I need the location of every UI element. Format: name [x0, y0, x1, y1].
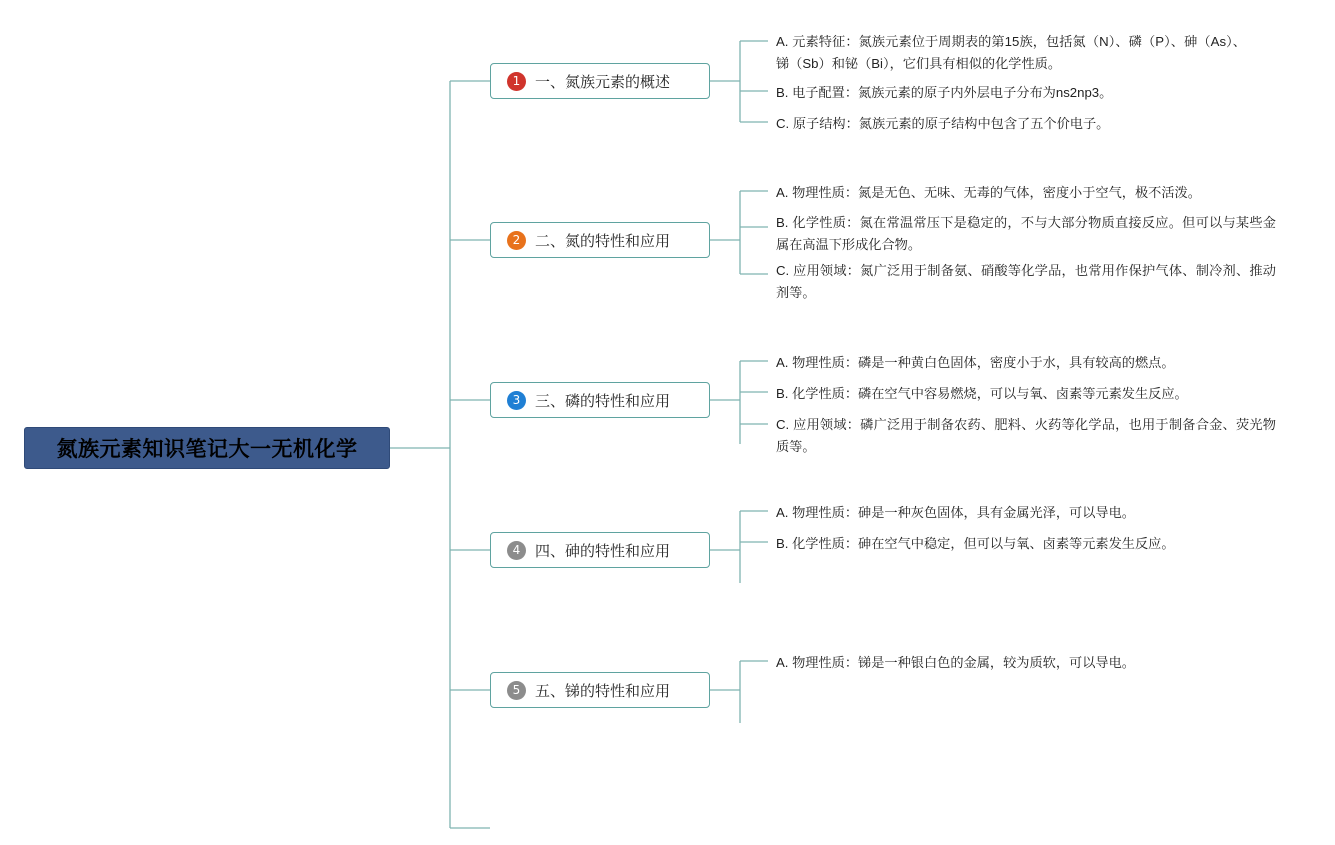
- leaf-4-b[interactable]: B. 化学性质：砷在空气中稳定，但可以与氧、卤素等元素发生反应。: [776, 536, 1175, 551]
- leaf-3-c[interactable]: C. 应用领域：磷广泛用于制备农药、肥料、火药等化学品，也用于制备合金、荧光物质等。: [776, 417, 1276, 454]
- branch-badge-5: 5: [507, 681, 526, 700]
- branch-badge-1: 1: [507, 72, 526, 91]
- branch-label-2: 二、氮的特性和应用: [535, 232, 671, 250]
- leaf-1-c[interactable]: C. 原子结构：氮族元素的原子结构中包含了五个价电子。: [776, 116, 1110, 131]
- branch-label-5: 五、锑的特性和应用: [535, 682, 671, 700]
- branch-node-1[interactable]: [490, 63, 710, 99]
- leaf-1-b[interactable]: B. 电子配置：氮族元素的原子内外层电子分布为ns2np3。: [776, 85, 1113, 100]
- leaf-3-b[interactable]: B. 化学性质：磷在空气中容易燃烧，可以与氧、卤素等元素发生反应。: [776, 386, 1188, 401]
- branch-badge-3: 3: [507, 391, 526, 410]
- branch-label-1: 一、氮族元素的概述: [535, 73, 671, 91]
- branch-node-4[interactable]: [490, 532, 710, 568]
- leaf-2-b[interactable]: B. 化学性质：氮在常温常压下是稳定的，不与大部分物质直接反应。但可以与某些金属在高温下形成化合物。: [776, 215, 1276, 252]
- branch-badge-4: 4: [507, 541, 526, 560]
- branch-label-3: 三、磷的特性和应用: [535, 392, 671, 410]
- branch-badge-2: 2: [507, 231, 526, 250]
- leaf-2-a[interactable]: A. 物理性质：氮是无色、无味、无毒的气体，密度小于空气，极不活泼。: [776, 185, 1201, 200]
- branch-node-2[interactable]: [490, 222, 710, 258]
- leaf-3-a[interactable]: A. 物理性质：磷是一种黄白色固体，密度小于水，具有较高的燃点。: [776, 355, 1175, 370]
- leaf-2-c[interactable]: C. 应用领域：氮广泛用于制备氨、硝酸等化学品，也常用作保护气体、制冷剂、推动剂等。: [776, 263, 1276, 300]
- branch-node-5[interactable]: [490, 672, 710, 708]
- leaf-5-a[interactable]: A. 物理性质：锑是一种银白色的金属，较为质软，可以导电。: [776, 655, 1135, 670]
- root-node[interactable]: [24, 427, 390, 469]
- root-label: 氮族元素知识笔记大一无机化学: [56, 438, 358, 461]
- leaf-4-a[interactable]: A. 物理性质：砷是一种灰色固体，具有金属光泽，可以导电。: [776, 505, 1135, 520]
- branch-node-3[interactable]: [490, 382, 710, 418]
- branch-label-4: 四、砷的特性和应用: [535, 542, 671, 560]
- leaf-1-a[interactable]: A. 元素特征：氮族元素位于周期表的第15族，包括氮（N）、磷（P）、砷（As）、锑（Sb）和铋（Bi），它们具有相似的化学性质。: [776, 34, 1246, 71]
